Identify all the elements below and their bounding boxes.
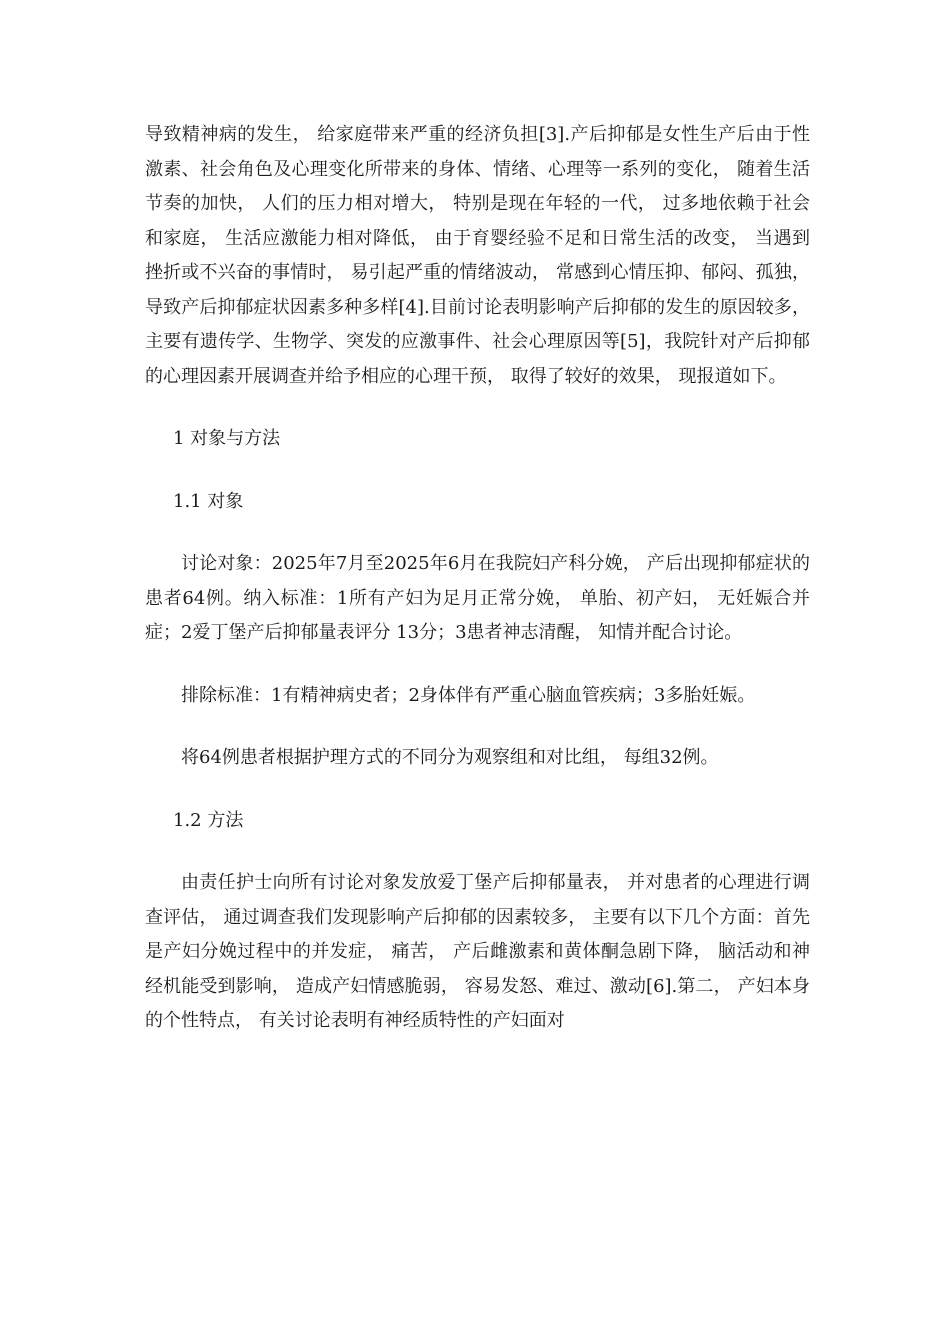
- subsection-heading-1-2: 1.2 方法: [173, 809, 244, 831]
- subjects-paragraph: 讨论对象：2025年7月至2025年6月在我院妇产科分娩， 产后出现抑郁症状的患者64例。纳入标准：1所有产妇为足月正常分娩， 单胎、初产妇， 无妊娠合并症；2爱丁堡产后抑郁量表评分 13分；3患者神志清醒， 知情并配合讨论。: [145, 553, 810, 643]
- method-paragraph: 由责任护士向所有讨论对象发放爱丁堡产后抑郁量表， 并对患者的心理进行调查评估， 通过调查我们发现影响产后抑郁的因素较多， 主要有以下几个方面：首先是产妇分娩过程中的并发症， 痛苦， 产后雌激素和黄体酮急剧下降， 脑活动和神经机能受到影响， 造成产妇情感脆弱， 容易发怒、难过、激动[6].第二， 产妇本身的个性特点， 有关讨论表明有神经质特性的产妇面对: [145, 872, 810, 1031]
- grouping-paragraph: 将64例患者根据护理方式的不同分为观察组和对比组， 每组32例。: [181, 747, 719, 768]
- subsection-heading-1-1: 1.1 对象: [173, 490, 244, 512]
- document-page: [145, 118, 810, 1039]
- intro-paragraph: 导致精神病的发生， 给家庭带来严重的经济负担[3].产后抑郁是女性生产后由于性激素、社会角色及心理变化所带来的身体、情绪、心理等一系列的变化， 随着生活节奏的加快， 人们的压力相对增大， 特别是现在年轻的一代， 过多地依赖于社会和家庭， 生活应激能力相对降低， 由于育婴经验不足和日常生活的改变， 当遇到挫折或不兴奋的事情时， 易引起严重的情绪波动， 常感到心情压抑、郁闷、孤独， 导致产后抑郁症状因素多种多样[4].目前讨论表明影响产后抑郁的发生的原因较多， 主要有遗传学、生物学、突发的应激事件、社会心理原因等[5]，我院针对产后抑郁的心理因素开展调查并给予相应的心理干预， 取得了较好的效果， 现报道如下。: [145, 124, 810, 387]
- section-heading-1: 1 对象与方法: [173, 428, 281, 449]
- exclusion-paragraph: 排除标准：1有精神病史者；2身体伴有严重心脑血管疾病；3多胎妊娠。: [181, 684, 756, 706]
